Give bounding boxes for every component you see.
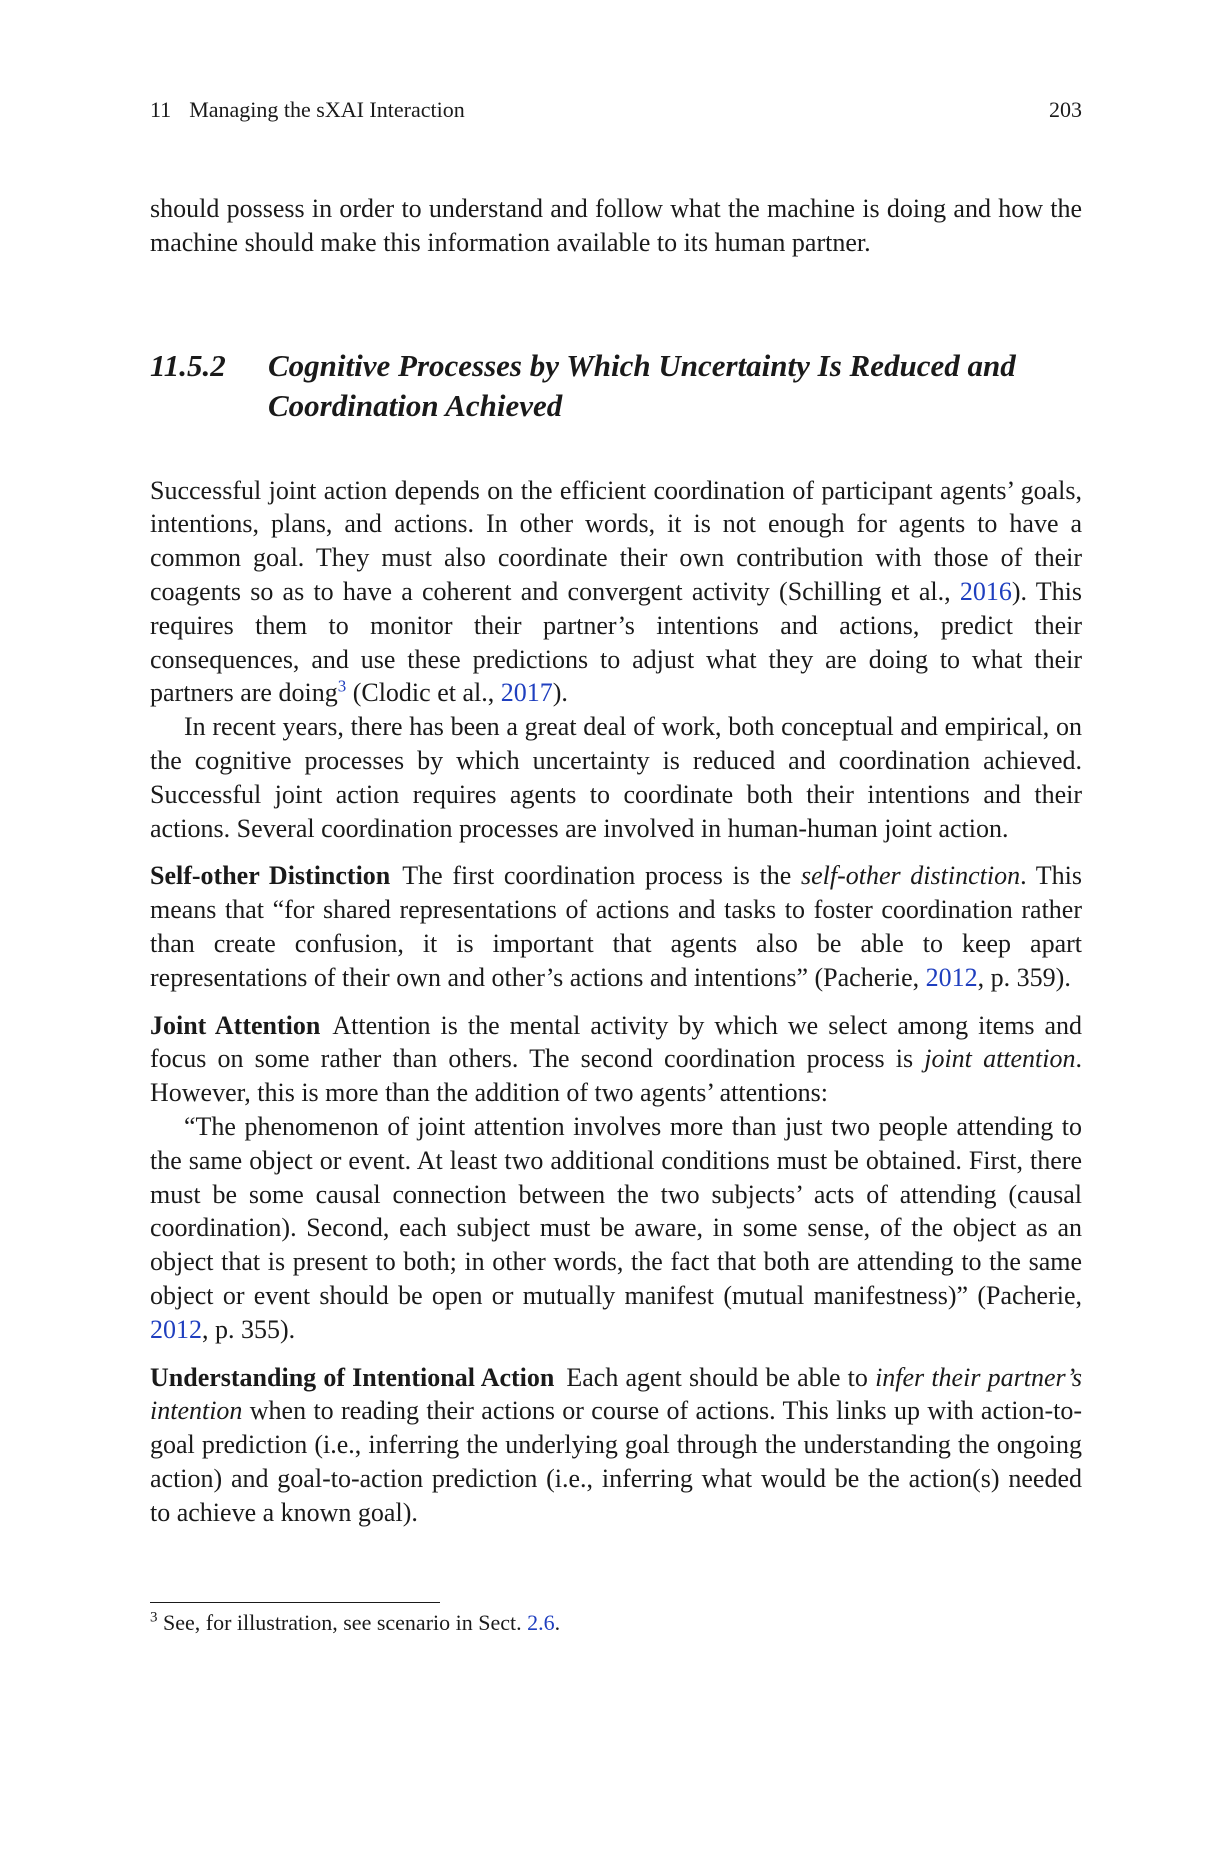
paragraph-self-other: Self-other Distinction The first coordination process is the self-other distinction. This means that “for shared representations of actions and tasks to foster coordination rather than create confusion, it is important that agents also be able to keep apart representations of their own and other’s actions and intentions” (Pacherie, 2012, p. 359). xyxy=(150,861,1082,992)
lead-paragraph: should possess in order to understand and follow what the machine is doing and how the machine should make this information available to its human partner. xyxy=(150,194,1082,257)
section-title: Cognitive Processes by Which Uncertainty Is Reduced and Coordination Achieved xyxy=(268,347,1016,423)
footnote-rule xyxy=(150,1602,440,1603)
footnote: $^3$ See, for illustration, see scenario in Sect. 2.6. xyxy=(150,1609,561,1635)
running-head xyxy=(150,96,1082,124)
run-in-heading-self-other: Self-other Distinction xyxy=(150,861,391,891)
page-number: 203 xyxy=(1049,97,1082,122)
paragraph-recent-years: In recent years, there has been a great deal of work, both conceptual and empirical, on the cognitive processes by which uncertainty is reduced and coordination achieved. Successful joint action requires agents to coordinate both their intentions and their actions. Several coordination processes are involved in human-human joint action. xyxy=(150,712,1082,843)
section-link-2-6[interactable]: 2.6 xyxy=(527,1609,555,1635)
paragraph-intentional-action: Understanding of Intentional Action Each agent should be able to infer their partner’s intention when to reading their actions or course of actions. This links up with action-to-goal prediction (i.e., inferring the underlying goal through the understanding the ongoing action) and goal-to-action prediction (i.e., inferring what would be the action(s) needed to achieve a known goal). xyxy=(150,1362,1083,1527)
paragraph-joint-attention: Joint Attention Attention is the mental activity by which we select among items and focus on some rather than others. The second coordination process is joint attention. However, this is more than the addition of two agents’ attentions: xyxy=(150,1010,1083,1108)
section-heading xyxy=(150,346,1082,426)
paragraph-joint-action: Successful joint action depends on the efficient coordination of participant agents’ goals, intentions, plans, and actions. In other words, it is not enough for agents to have a common goal. They must also coordinate their own contribution with those of their coagents so as to have a coherent and convergent activity (Schilling et al., 2016). This requires them to monitor their partner’s intentions and actions, predict their consequences, and use these predictions to adjust what they are doing to what their partners are doing$^3$ (Clodic et al., 2017). xyxy=(150,475,1082,708)
footnote-marker: 3 xyxy=(150,1609,158,1626)
chapter-title: Managing the sXAI Interaction xyxy=(189,97,465,122)
run-in-heading-intentional-action: Understanding of Intentional Action xyxy=(150,1362,555,1392)
citation-link-schilling-2016[interactable]: 2016 xyxy=(959,576,1012,606)
chapter-number: 11 xyxy=(150,97,172,122)
run-in-heading-joint-attention: Joint Attention xyxy=(150,1010,321,1040)
page xyxy=(150,96,1082,1637)
footnote-marker-link[interactable]: 3 xyxy=(337,676,347,696)
quote-joint-attention: “The phenomenon of joint attention involves more than just two people attending to the same object or event. At least two additional conditions must be obtained. First, there must be some causal connection between the two subjects’ acts of attending (causal coordination). Second, each subject must be aware, in some sense, of the object as an object that is present to both; in other words, the fact that both are attending to the same object or event should be open or mutually manifest (mutual manifestness)” (Pacherie, 2012, p. 355). xyxy=(150,1111,1082,1344)
citation-link-pacherie-2012[interactable]: 2012 xyxy=(925,962,978,992)
section-number: 11.5.2 xyxy=(150,347,226,383)
citation-link-clodic-2017[interactable]: 2017 xyxy=(500,678,553,708)
citation-link-pacherie-2012[interactable]: 2012 xyxy=(150,1314,202,1344)
